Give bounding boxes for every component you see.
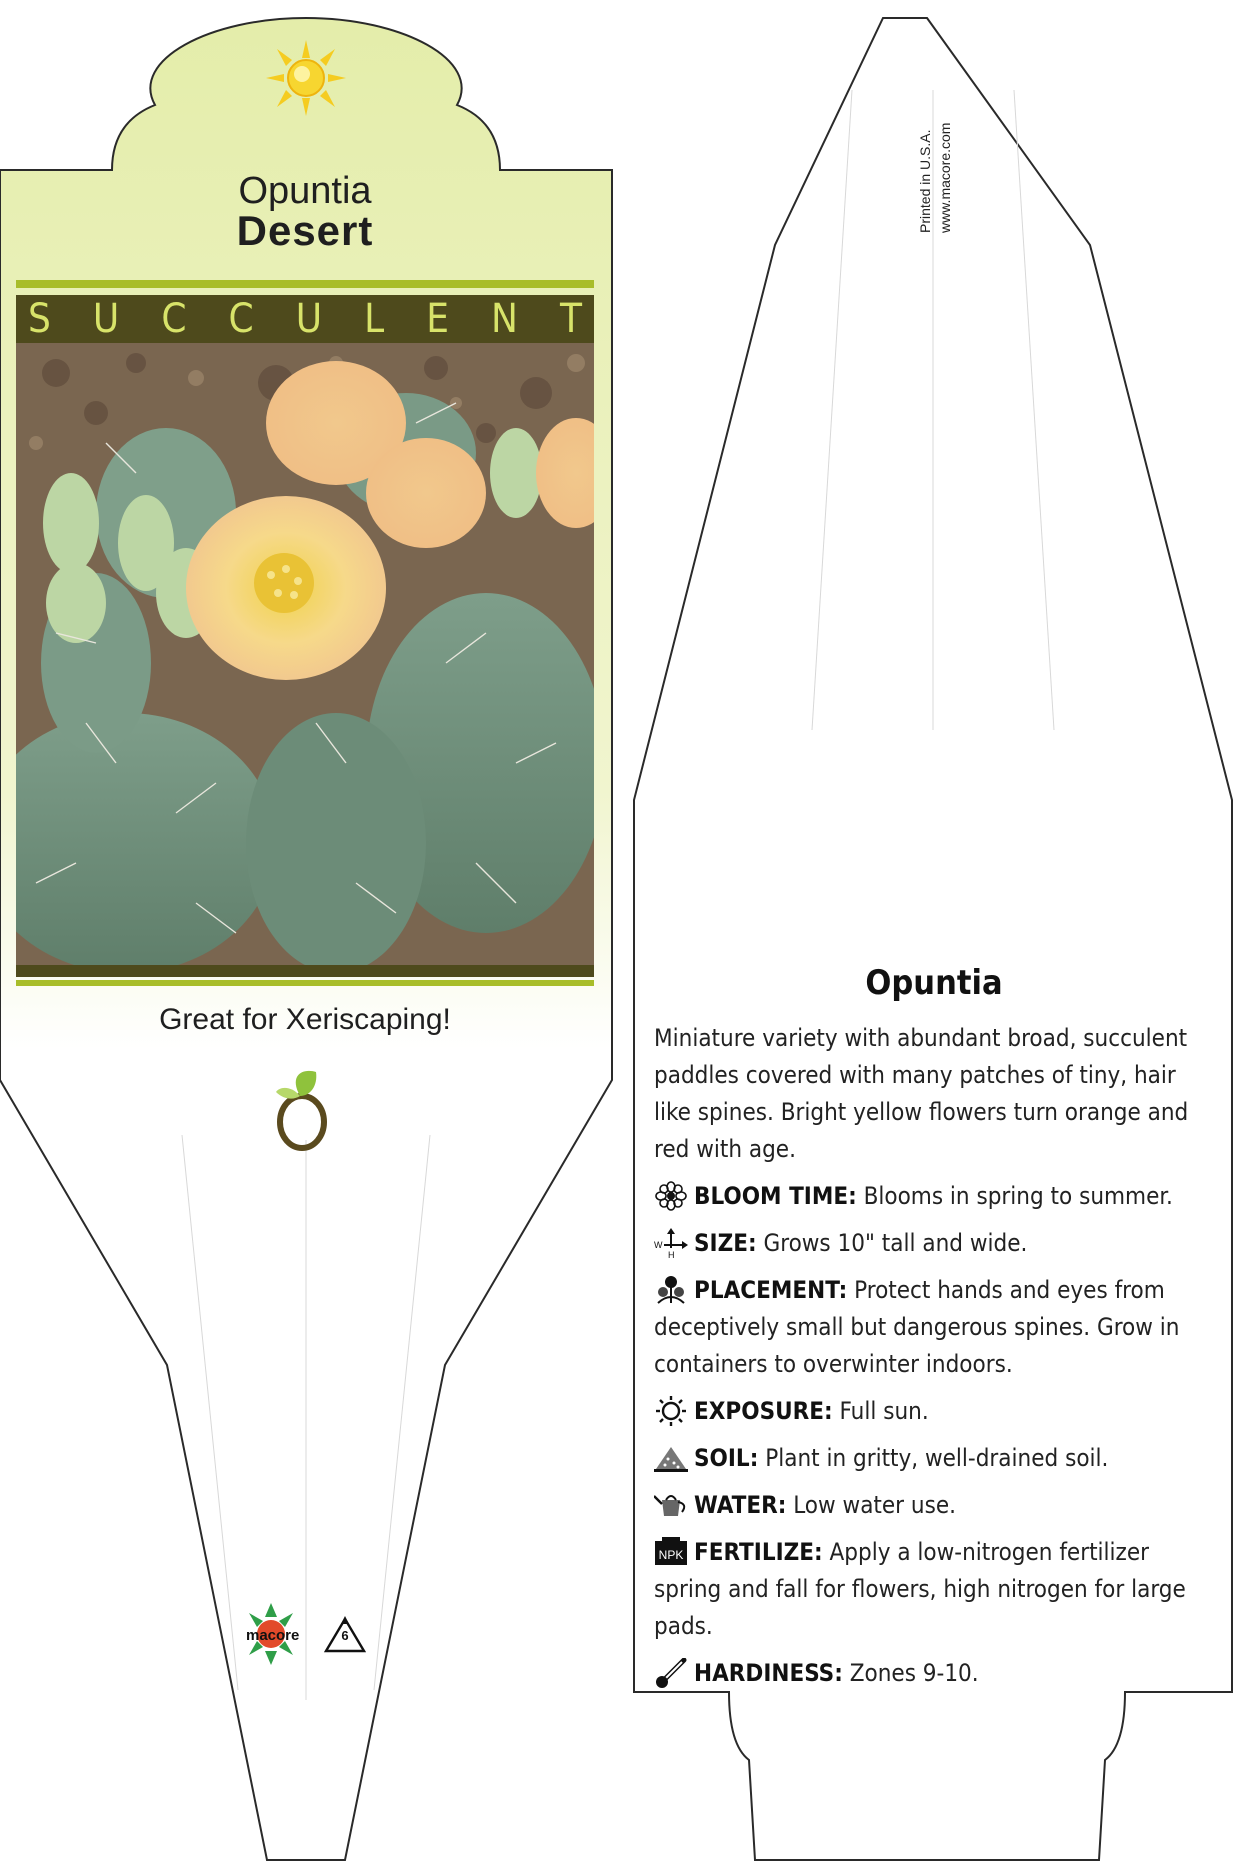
category-letter: S: [28, 296, 51, 342]
brand-name: macore: [246, 1627, 300, 1644]
placement-icon: [654, 1275, 688, 1305]
care-row-placement: [654, 1272, 1199, 1383]
care-text: Protect hands and eyes from deceptively small but dangerous spines. Grow in containers to overwinter indoors.: [654, 1276, 1180, 1378]
care-row-fertilize: [654, 1534, 1199, 1645]
care-text: Blooms in spring to summer.: [863, 1182, 1173, 1210]
sun-outline-icon: [654, 1396, 688, 1426]
care-row-size: [654, 1225, 1199, 1262]
bottom-rule: [16, 980, 594, 986]
care-row-water: [654, 1487, 1199, 1524]
care-text: Full sun.: [839, 1397, 929, 1425]
care-text: Zones 9-10.: [849, 1659, 979, 1687]
flower-icon: [654, 1181, 688, 1211]
plant-description: Miniature variety with abundant broad, succulent paddles covered with many patches of tiny, hair like spines. Bright yellow flowers turn orange and red with age.: [654, 1024, 1189, 1163]
npk-icon: [654, 1537, 688, 1567]
recycle-code: 6: [341, 1628, 349, 1643]
care-text: Apply a low-nitrogen fertilizer spring and fall for flowers, high nitrogen for large pads.: [654, 1538, 1186, 1640]
care-label: FERTILIZE:: [694, 1538, 823, 1566]
category-letter: E: [426, 296, 449, 342]
care-label: EXPOSURE:: [694, 1397, 833, 1425]
variety-name: Desert: [236, 207, 374, 254]
care-label: SIZE:: [694, 1229, 757, 1257]
seedling-icon: [270, 1066, 334, 1152]
care-row-exposure: [654, 1393, 1199, 1430]
tagline: Great for Xeriscaping!: [159, 1003, 451, 1036]
watering-can-icon: [654, 1490, 688, 1520]
website-label: www.macore.com: [937, 122, 953, 233]
category-letter: L: [364, 296, 385, 342]
common-name: Opuntia: [238, 170, 372, 212]
care-text: Grows 10" tall and wide.: [763, 1229, 1028, 1257]
sun-icon: [264, 38, 348, 118]
category-letter: N: [490, 296, 518, 342]
category-letter: U: [92, 296, 120, 342]
care-row-soil: [654, 1440, 1199, 1477]
soil-icon: [654, 1443, 688, 1473]
photo-bottom-band: [16, 965, 594, 977]
top-rule: [16, 280, 594, 288]
care-label: WATER:: [694, 1491, 787, 1519]
category-band: [16, 295, 594, 343]
care-label: SOIL:: [694, 1444, 759, 1472]
care-label: BLOOM TIME:: [694, 1182, 857, 1210]
printed-in-label: Printed in U.S.A.: [917, 129, 933, 233]
svg-text:W: W: [654, 1240, 663, 1250]
category-letter: C: [228, 296, 254, 342]
category-letter: U: [295, 296, 323, 342]
care-label: HARDINESS:: [694, 1659, 843, 1687]
care-label: PLACEMENT:: [694, 1276, 848, 1304]
care-row-bloom-time: [654, 1178, 1199, 1215]
care-instructions: [654, 1020, 1199, 1702]
thermometer-icon: [654, 1658, 688, 1688]
care-text: Low water use.: [793, 1491, 956, 1519]
care-text: Plant in gritty, well-drained soil.: [765, 1444, 1109, 1472]
category-letter: T: [559, 296, 582, 342]
care-row-hardiness: [654, 1655, 1199, 1692]
category-letter: C: [161, 296, 187, 342]
plant-photo: [16, 343, 594, 965]
back-title: Opuntia: [865, 963, 1003, 1003]
size-icon: [654, 1228, 688, 1258]
svg-text:NPK: NPK: [658, 1548, 684, 1562]
svg-text:H: H: [668, 1250, 675, 1258]
